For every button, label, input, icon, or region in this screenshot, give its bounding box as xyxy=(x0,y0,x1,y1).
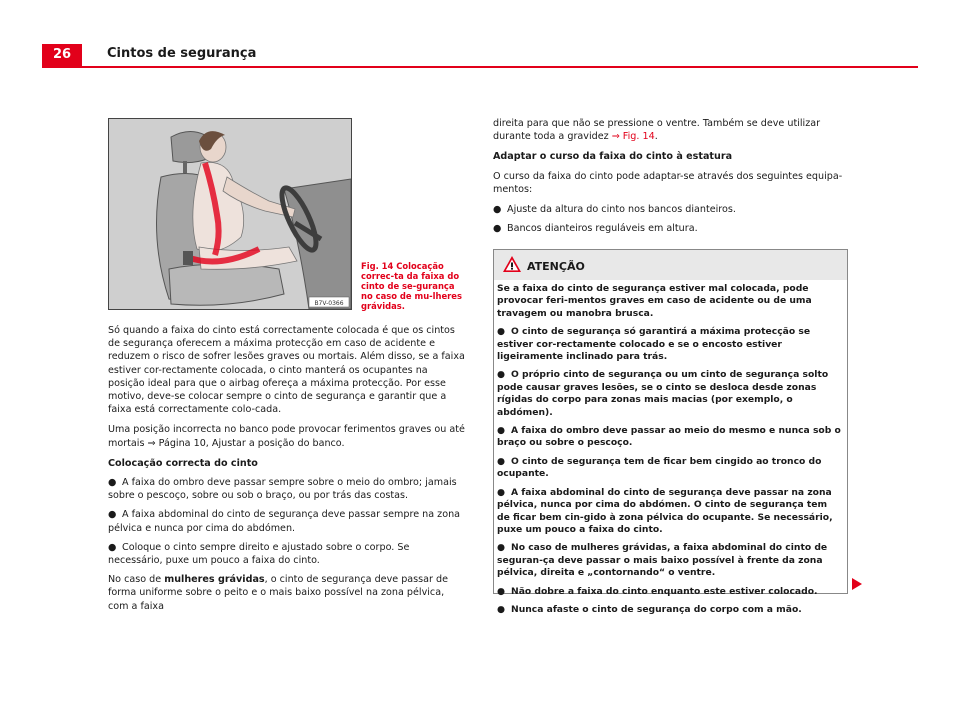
paragraph-text: direita para que não se pressione o ventre. Também se deve utilizar durante toda a gravidez xyxy=(493,118,821,143)
warning-item-text: A faixa do ombro deve passar ao meio do mesmo e nunca sob o braço ou sobre o pescoço. xyxy=(497,425,841,449)
bullet-icon: ● xyxy=(497,486,506,498)
header-rule xyxy=(42,66,918,68)
warning-list-item xyxy=(497,542,843,579)
right-column xyxy=(493,117,849,241)
pregnant-belt-illustration xyxy=(108,118,352,310)
bullet-icon: ● xyxy=(497,326,506,338)
paragraph-text: . xyxy=(654,131,658,143)
bullet-icon: ● xyxy=(497,585,506,597)
warning-list-item xyxy=(497,586,843,598)
warning-title: ATENÇÃO xyxy=(527,260,585,273)
page-number: 26 xyxy=(52,47,72,62)
warning-list-item xyxy=(497,326,843,363)
bullet-icon: ● xyxy=(108,509,117,521)
page-title: Cintos de segurança xyxy=(107,46,257,61)
warning-body xyxy=(497,283,843,622)
bullet-icon: ● xyxy=(493,223,502,235)
bullet-icon: ● xyxy=(108,541,117,553)
list-item xyxy=(493,203,849,216)
bullet-icon: ● xyxy=(497,425,506,437)
warning-item-text: A faixa abdominal do cinto de segurança deve passar na zona pélvica, nunca por cima do abdómen. O cinto de segurança tem de ficar bem cin-gido à zona pélvica do ocupante. Se necessário, puxe um pouco a faixa do cinto. xyxy=(497,486,833,535)
paragraph-text: Uma posição incorrecta no banco pode provocar ferimentos graves ou até mortais xyxy=(108,424,465,449)
warning-item-text: Nunca afaste o cinto de segurança do corpo com a mão. xyxy=(511,603,802,615)
list-item-text: A faixa do ombro deve passar sempre sobre o meio do ombro; jamais sobre o pescoço, sobre ou sob o braço, ou por trás das costas. xyxy=(108,477,457,502)
bullet-icon: ● xyxy=(497,603,506,615)
list-item xyxy=(108,508,466,534)
warning-item-text: No caso de mulheres grávidas, a faixa abdominal do cinto de seguran-ça deve passar o mais baixo possível à frente da zona pélvica, direita e „contornando“ o ventre. xyxy=(497,542,828,579)
warning-item-text: O cinto de segurança só garantirá a máxima protecção se estiver cor-rectamente colocado e se o encosto estiver ligeiramente inclinado para trás. xyxy=(497,326,811,363)
warning-list-item xyxy=(497,456,843,481)
left-column xyxy=(108,324,466,620)
bullet-icon: ● xyxy=(108,477,117,489)
continue-arrow-icon[interactable] xyxy=(852,578,862,590)
illustration-svg xyxy=(109,119,351,309)
section-heading-adjust-belt: Adaptar o curso da faixa do cinto à estatura xyxy=(493,151,733,163)
emphasis-pregnant: mulheres grávidas xyxy=(164,574,265,586)
list-item-text: Bancos dianteiros reguláveis em altura. xyxy=(507,223,698,235)
bullet-icon: ● xyxy=(493,204,502,216)
paragraph-incorrect-position xyxy=(108,423,466,449)
paragraph-text: No caso de xyxy=(108,574,165,586)
list-item xyxy=(108,541,466,567)
figure-reference-link[interactable]: ⇒ Fig. 14 xyxy=(611,131,655,143)
paragraph-adjust-intro: O curso da faixa do cinto pode adaptar-se através dos seguintes equipa-mentos: xyxy=(493,170,843,195)
paragraph-belt-protection: Só quando a faixa do cinto está correctamente colocada é que os cintos de segurança oferecem a máxima protecção em caso de acidente e reduzem o risco de sofrer lesões graves ou mortais. Além disso, se a faixa estiver cor-rectamente colocada, o cinto manterá os ocupantes na posição ideal para que o airbag ofereça a máxima protecção. Por esse motivo, deve-se colocar sempre o cinto de segurança e garantir que a faixa está correctamente colo-cada. xyxy=(108,325,465,416)
bullet-icon: ● xyxy=(497,455,506,467)
bullet-icon: ● xyxy=(497,542,506,554)
warning-list-item xyxy=(497,369,843,419)
warning-list-item xyxy=(497,487,843,537)
list-item-text: A faixa abdominal do cinto de segurança deve passar sempre na zona pélvica e nunca por cima do abdómen. xyxy=(108,509,461,534)
paragraph-pregnant-women xyxy=(108,573,466,613)
warning-item-text: O próprio cinto de segurança ou um cinto de segurança solto pode causar graves lesões, se o cinto se desloca desde zonas rígidas do corpo para zonas mais macias (por exemplo, o abdómen). xyxy=(497,369,829,418)
warning-item-text: O cinto de segurança tem de ficar bem cingido ao tronco do ocupante. xyxy=(497,455,822,480)
figure-code: B7V-0366 xyxy=(314,300,344,307)
paragraph-continuation xyxy=(493,117,849,143)
figure-caption: Fig. 14 Colocação correc-ta da faixa do cinto de se-gurança no caso de mu-lheres grávidas. xyxy=(361,261,462,311)
warning-item-text: Não dobre a faixa do cinto enquanto este estiver colocado. xyxy=(511,585,818,597)
warning-list-item xyxy=(497,425,843,450)
warning-intro: Se a faixa do cinto de segurança estiver mal colocada, pode provocar feri-mentos graves em caso de acidente ou de uma travagem ou manobra brusca. xyxy=(497,283,812,319)
list-item-text: Coloque o cinto sempre direito e ajustado sobre o corpo. Se necessário, puxe um pouco a faixa do cinto. xyxy=(108,541,410,567)
list-item-text: Ajuste da altura do cinto nos bancos dianteiros. xyxy=(507,204,736,216)
list-item xyxy=(108,476,466,502)
paragraph-text: , o cinto de segurança deve passar de forma uniforme sobre o peito e o mais baixo possível na zona pélvica, com a faixa xyxy=(108,574,449,612)
warning-triangle-icon xyxy=(502,255,522,273)
list-item xyxy=(493,222,849,235)
page-reference-link[interactable]: ⇒ Página 10, Ajustar a posição do banco. xyxy=(147,437,345,449)
bullet-icon: ● xyxy=(497,369,506,381)
warning-list-item xyxy=(497,604,843,616)
section-heading-correct-belt: Colocação correcta do cinto xyxy=(108,457,258,469)
